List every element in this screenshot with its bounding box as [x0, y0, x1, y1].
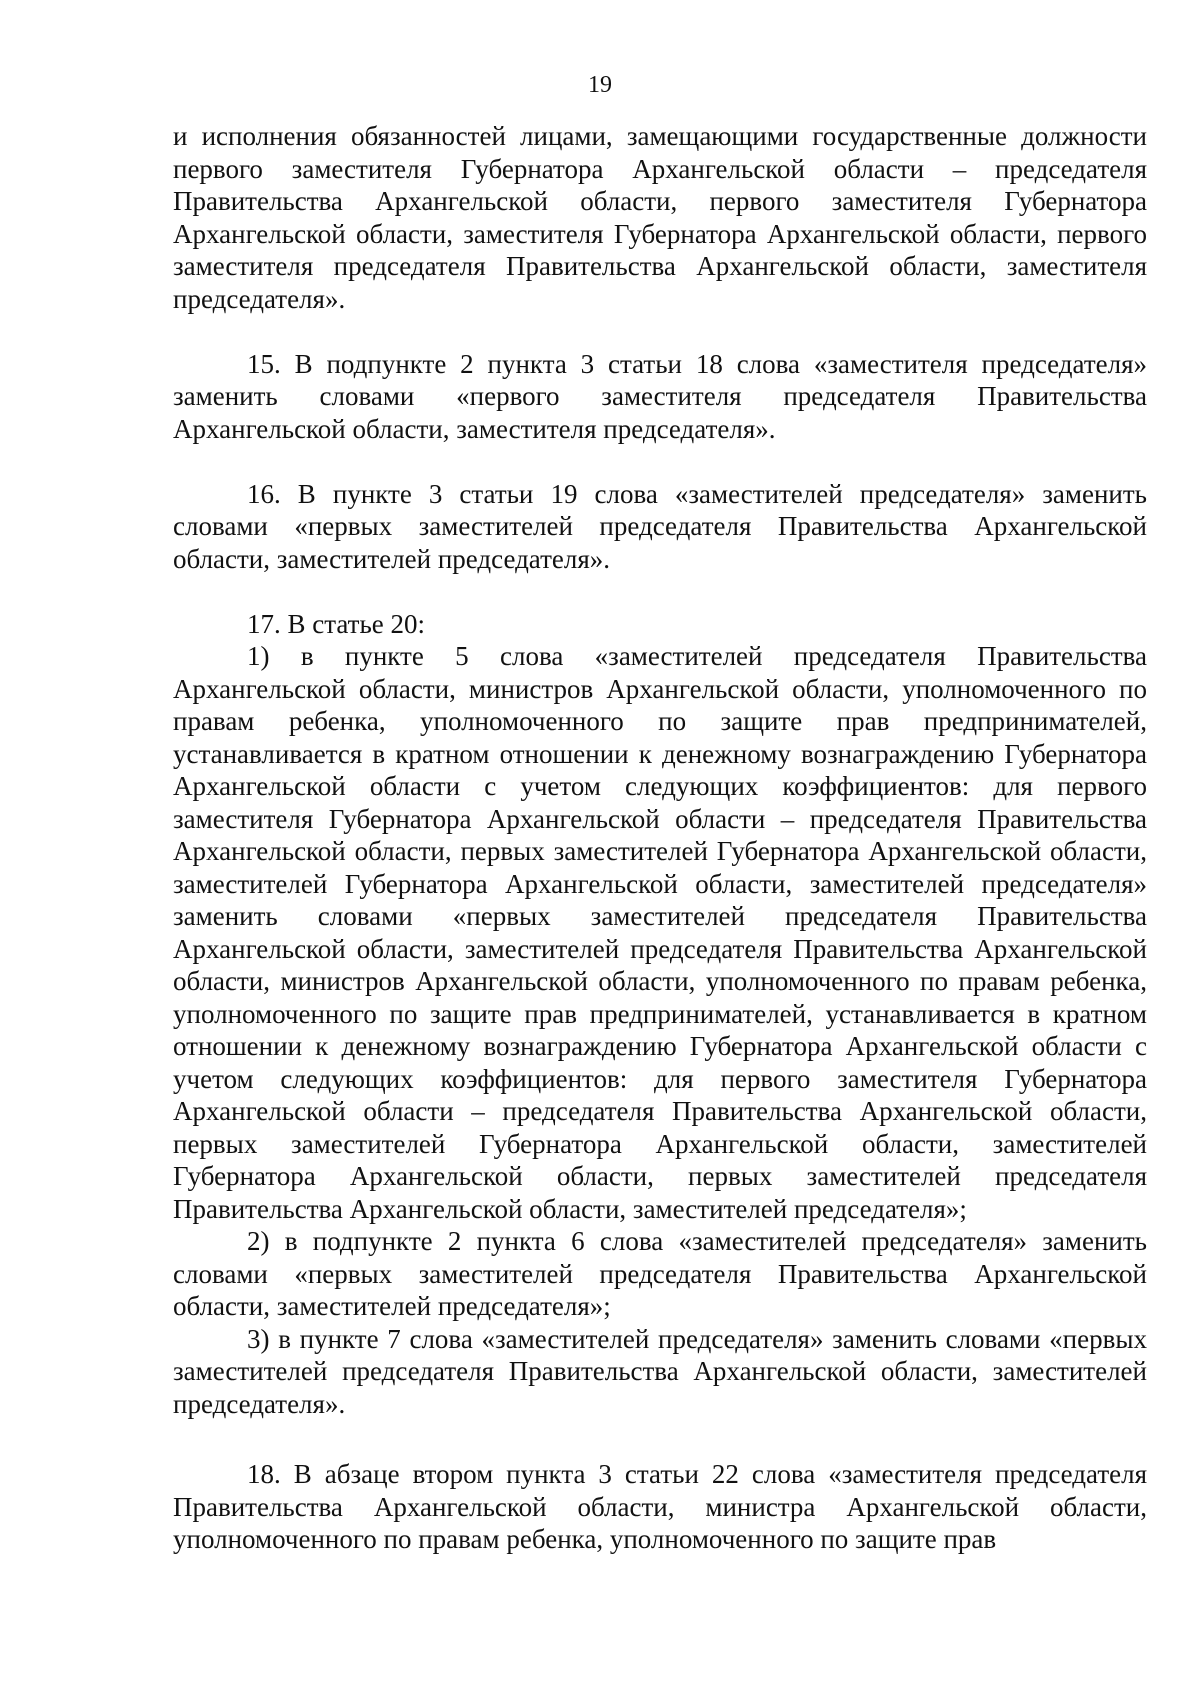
paragraph-item-16: 16. В пункте 3 статьи 19 слова «заместителей председателя» заменить словами «первых заместителей председателя Правительства Архангельской области, заместителей председателя». [173, 478, 1147, 574]
paragraph-item-18: 18. В абзаце втором пункта 3 статьи 22 слова «заместителя председателя Правительства Архангельской области, министра Архангельской области, уполномоченного по правам ребенка, уполномоченного по защите прав [173, 1459, 1147, 1554]
paragraph-continuation: и исполнения обязанностей лицами, замещающими государственные должности первого заместителя Губернатора Архангельской области – председателя Правительства Архангельской области, первого заместителя Губернатора Архангельской области, заместителя Губернатора Архангельской области, первого заместителя председателя Правительства Архангельской области, заместителя председателя». [173, 121, 1147, 314]
document-body [173, 120, 1147, 1556]
page-number: 19 [588, 72, 612, 98]
paragraph-item-17-subitem-1: 1) в пункте 5 слова «заместителей председателя Правительства Архангельской области, министров Архангельской области, уполномоченного по правам ребенка, уполномоченного по защите прав предпринимателей, устанавливается в кратном отношении к денежному вознаграждению Губернатора Архангельской области с учетом следующих коэффициентов: для первого заместителя Губернатора Архангельской области – председателя Правительства Архангельской области, первых заместителей Губернатора Архангельской области, заместителей Губернатора Архангельской области, заместителей председателя» заменить словами «первых заместителей председателя Правительства Архангельской области, заместителей председателя Правительства Архангельской области, министров Архангельской области, уполномоченного по правам ребенка, уполномоченного по защите прав предпринимателей, устанавливается в кратном отношении к денежному вознаграждению Губернатора Архангельской области с учетом следующих коэффициентов: для первого заместителя Губернатора Архангельской области – председателя Правительства Архангельской области, первых заместителей Губернатора Архангельской области, заместителей Губернатора Архангельской области, первых заместителей председателя Правительства Архангельской области, заместителей председателя»; [173, 641, 1147, 1224]
paragraph-item-17-subitem-3: 3) в пункте 7 слова «заместителей председателя» заменить словами «первых заместителей председателя Правительства Архангельской области, заместителей председателя». [173, 1323, 1147, 1419]
paragraph-item-17-subitem-2: 2) в подпункте 2 пункта 6 слова «заместителей председателя» заменить словами «первых заместителей председателя Правительства Архангельской области, заместителей председателя»; [173, 1226, 1147, 1321]
paragraph-item-15: 15. В подпункте 2 пункта 3 статьи 18 слова «заместителя председателя» заменить словами «первого заместителя председателя Правительства Архангельской области, заместителя председателя». [173, 348, 1147, 444]
paragraph-item-17-heading: 17. В статье 20: [247, 608, 426, 639]
